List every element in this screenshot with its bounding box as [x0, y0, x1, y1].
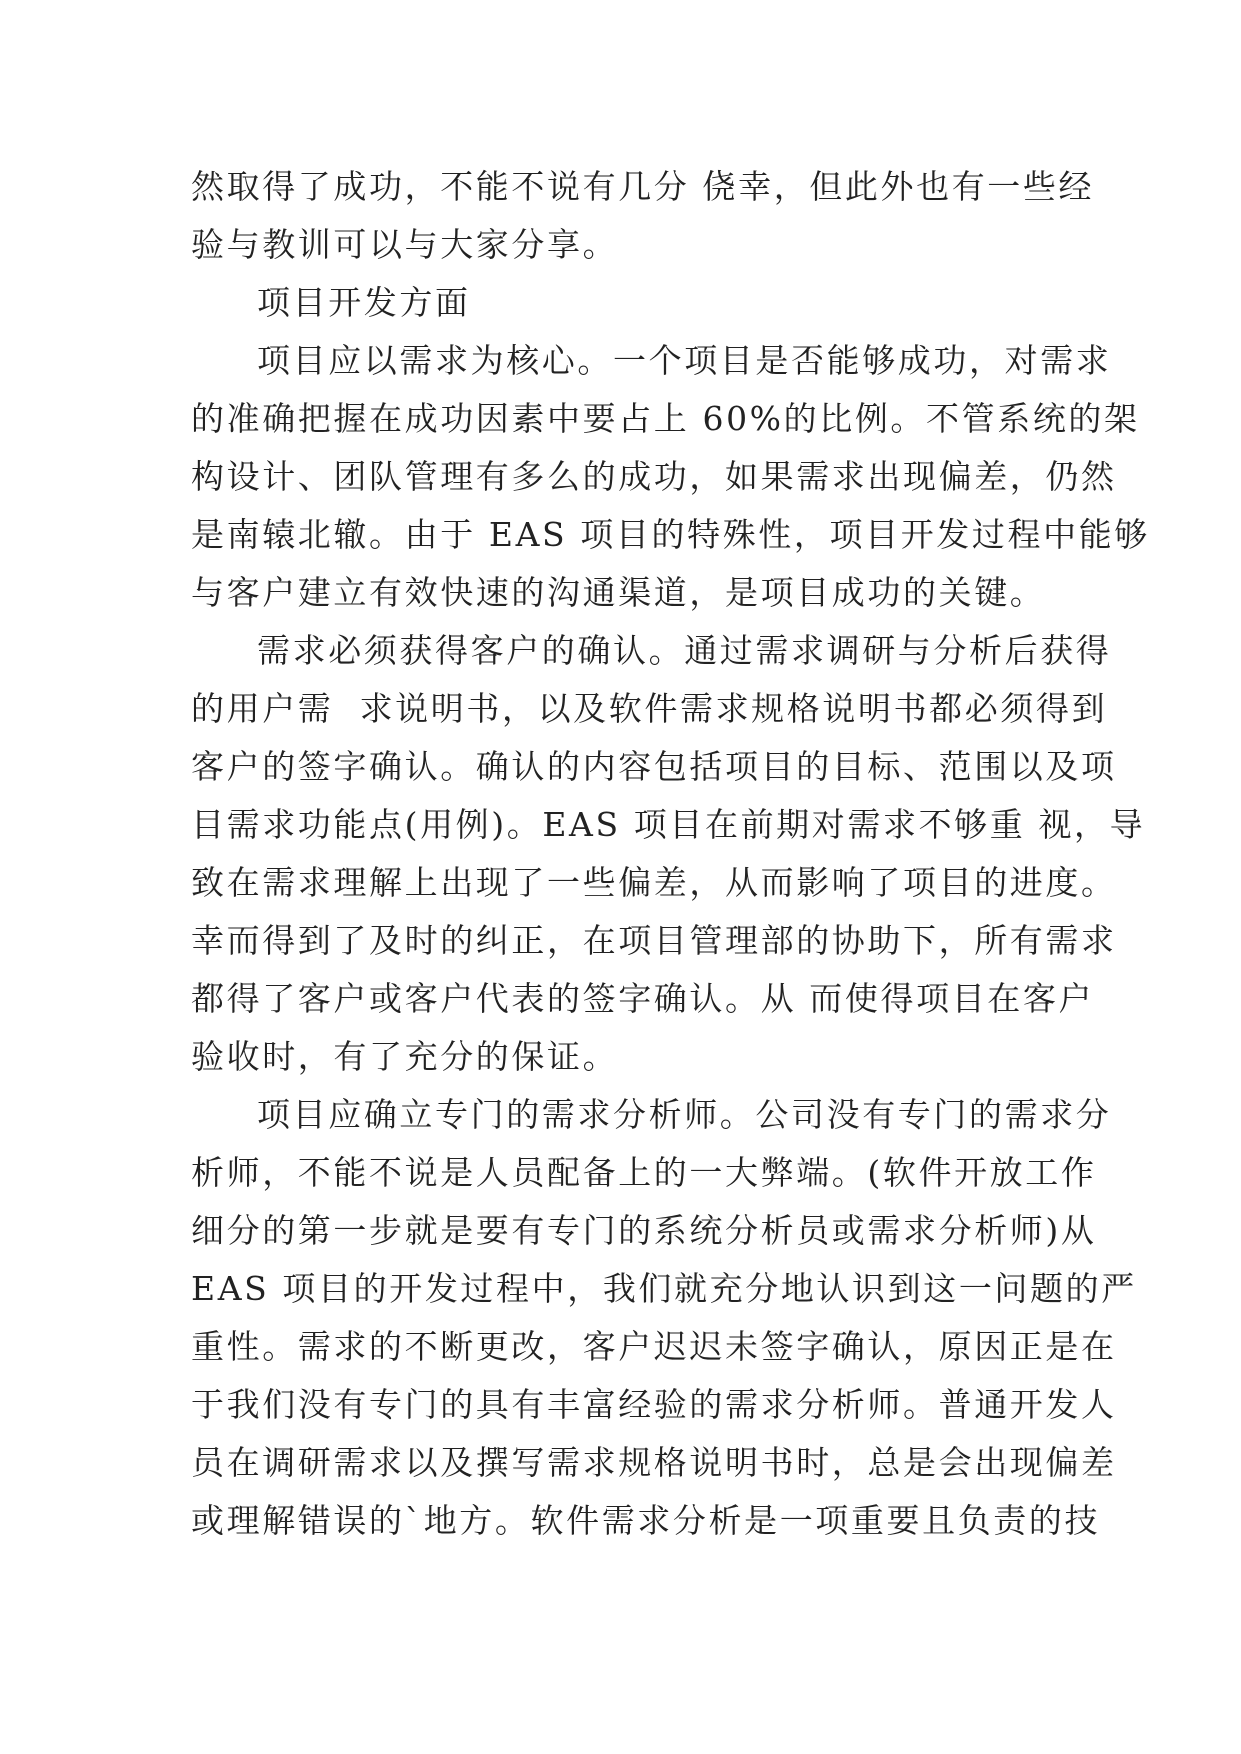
text-line: 或理解错误的`地方。软件需求分析是一项重要且负责的技 — [191, 1501, 1101, 1540]
text-line: 目需求功能点(用例)。EAS 项目在前期对需求不够重 视，导 — [191, 805, 1146, 844]
text-line: 细分的第一步就是要有专门的系统分析员或需求分析师)从 — [191, 1211, 1097, 1250]
text-line: 幸而得到了及时的纠正，在项目管理部的协助下，所有需求 — [191, 921, 1117, 960]
text-line: 然取得了成功，不能不说有几分 侥幸，但此外也有一些经 — [191, 167, 1095, 206]
text-line: 客户的签字确认。确认的内容包括项目的目标、范围以及项 — [191, 747, 1117, 786]
text-line: 析师，不能不说是人员配备上的一大弊端。(软件开放工作 — [191, 1153, 1097, 1192]
text-line: 构设计、团队管理有多么的成功，如果需求出现偏差，仍然 — [191, 457, 1117, 496]
body-text — [191, 158, 1150, 1550]
text-line: EAS 项目的开发过程中，我们就充分地认识到这一问题的严 — [191, 1269, 1137, 1308]
text-line: 员在调研需求以及撰写需求规格说明书时，总是会出现偏差 — [191, 1443, 1117, 1482]
text-line: 与客户建立有效快速的沟通渠道，是项目成功的关键。 — [191, 573, 1046, 612]
text-line: 于我们没有专门的具有丰富经验的需求分析师。普通开发人 — [191, 1385, 1117, 1424]
text-line: 项目应确立专门的需求分析师。公司没有专门的需求分 — [257, 1095, 1112, 1134]
text-line: 的用户需 求说明书，以及软件需求规格说明书都必须得到 — [191, 689, 1108, 728]
text-line: 致在需求理解上出现了一些偏差，从而影响了项目的进度。 — [191, 863, 1117, 902]
text-line: 验与教训可以与大家分享。 — [191, 225, 619, 264]
text-line: 的准确把握在成功因素中要占上 60%的比例。不管系统的架 — [191, 399, 1140, 438]
text-line: 重性。需求的不断更改，客户迟迟未签字确认，原因正是在 — [191, 1327, 1117, 1366]
text-line: 验收时，有了充分的保证。 — [191, 1037, 619, 1076]
section-heading: 项目开发方面 — [257, 283, 471, 322]
text-line: 都得了客户或客户代表的签字确认。从 而使得项目在客户 — [191, 979, 1095, 1018]
text-line: 是南辕北辙。由于 EAS 项目的特殊性，项目开发过程中能够 — [191, 515, 1150, 554]
text-line: 需求必须获得客户的确认。通过需求调研与分析后获得 — [257, 631, 1112, 670]
text-line: 项目应以需求为核心。一个项目是否能够成功，对需求 — [257, 341, 1112, 380]
